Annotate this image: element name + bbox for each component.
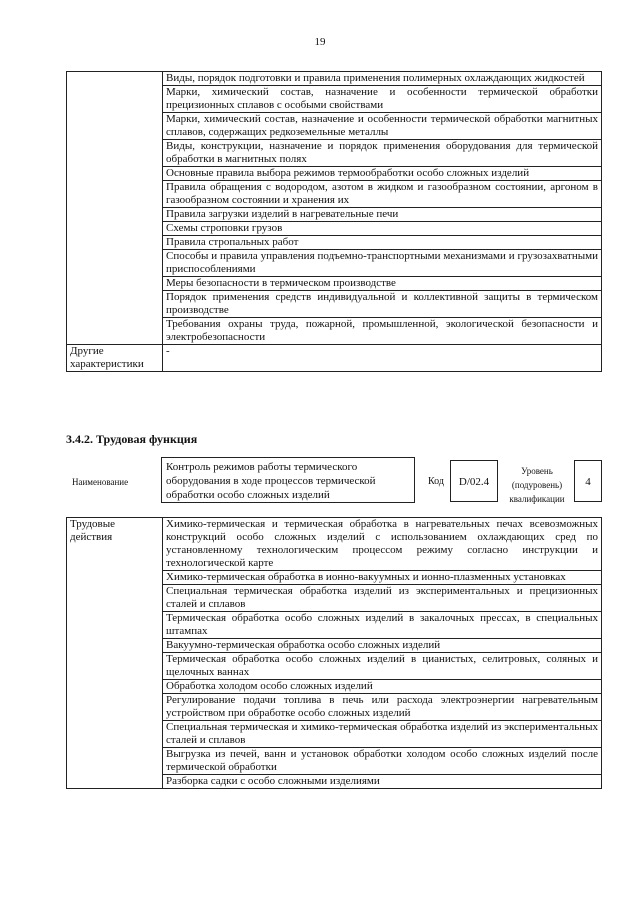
action-item: Разборка садки с особо сложными изделиями — [163, 775, 602, 789]
action-item: Термическая обработка особо сложных изделий в закалочных прессах, в специальных штампах — [163, 612, 602, 639]
knowledge-item: Виды, конструкции, назначение и порядок применения оборудования для термической обработки в магнитных полях — [163, 140, 602, 167]
knowledge-table — [66, 71, 602, 372]
knowledge-label-cell — [67, 72, 163, 345]
name-label: Наименование — [72, 477, 129, 487]
knowledge-item: Способы и правила управления подъемно-транспортными механизмами и грузозахватными приспособлениями — [163, 250, 602, 277]
level-label: Уровень (подуровень) квалификации — [509, 466, 565, 504]
action-item: Специальная термическая и химико-термическая обработка изделий из экспериментальных сталей и сплавов — [163, 721, 602, 748]
code-label: Код — [428, 476, 444, 487]
action-item: Термическая обработка особо сложных изделий в цианистых, селитровых, соляных и щелочных ваннах — [163, 653, 602, 680]
knowledge-item: Правила стропальных работ — [163, 236, 602, 250]
other-characteristics-value: - — [163, 345, 602, 372]
section-title: 3.4.2. Трудовая функция — [66, 432, 198, 446]
table-row — [67, 345, 602, 372]
knowledge-item: Правила обращения с водородом, азотом в жидком и газообразном состоянии, аргоном в газообразном состоянии и хранения их — [163, 181, 602, 208]
knowledge-item: Марки, химический состав, назначение и особенности термической обработки магнитных сплавов, содержащих редкоземельные металлы — [163, 113, 602, 140]
knowledge-item: Схемы строповки грузов — [163, 222, 602, 236]
knowledge-item: Требования охраны труда, пожарной, промышленной, экологической безопасности и электробезопасности — [163, 318, 602, 345]
actions-label: Трудовые действия — [67, 518, 163, 789]
actions-table — [66, 517, 602, 789]
action-item: Выгрузка из печей, ванн и установок обработки холодом особо сложных изделий после термической обработки — [163, 748, 602, 775]
table-row — [67, 518, 602, 571]
knowledge-item: Виды, порядок подготовки и правила применения полимерных охлаждающих жидкостей — [163, 72, 602, 86]
function-name-box: Контроль режимов работы термического оборудования в ходе процессов термической обработки особо сложных изделий — [161, 457, 415, 503]
action-item: Регулирование подачи топлива в печь или расхода электроэнергии нагревательным устройством при обработке особо сложных изделий — [163, 694, 602, 721]
action-item: Химико-термическая и термическая обработка в нагревательных печах всевозможных конструкций особо сложных изделий с использованием охлаждающих сред по установленному технологическим процессом режиму согласно инструкции и технологической карте — [163, 518, 602, 571]
code-box: D/02.4 — [450, 460, 498, 502]
table-row — [67, 72, 602, 86]
knowledge-item: Порядок применения средств индивидуальной и коллективной защиты в термическом производстве — [163, 291, 602, 318]
action-item: Химико-термическая обработка в ионно-вакуумных и ионно-плазменных установках — [163, 571, 602, 585]
knowledge-item: Правила загрузки изделий в нагревательные печи — [163, 208, 602, 222]
knowledge-item: Основные правила выбора режимов термообработки особо сложных изделий — [163, 167, 602, 181]
knowledge-item: Меры безопасности в термическом производстве — [163, 277, 602, 291]
action-item: Обработка холодом особо сложных изделий — [163, 680, 602, 694]
action-item: Специальная термическая обработка изделий из экспериментальных и прецизионных сталей и сплавов — [163, 585, 602, 612]
action-item: Вакуумно-термическая обработка особо сложных изделий — [163, 639, 602, 653]
knowledge-item: Марки, химический состав, назначение и особенности термической обработки прецизионных сплавов с особыми свойствами — [163, 86, 602, 113]
other-characteristics-label: Другие характеристики — [67, 345, 163, 372]
page-number: 19 — [314, 36, 326, 48]
level-box: 4 — [574, 460, 602, 502]
